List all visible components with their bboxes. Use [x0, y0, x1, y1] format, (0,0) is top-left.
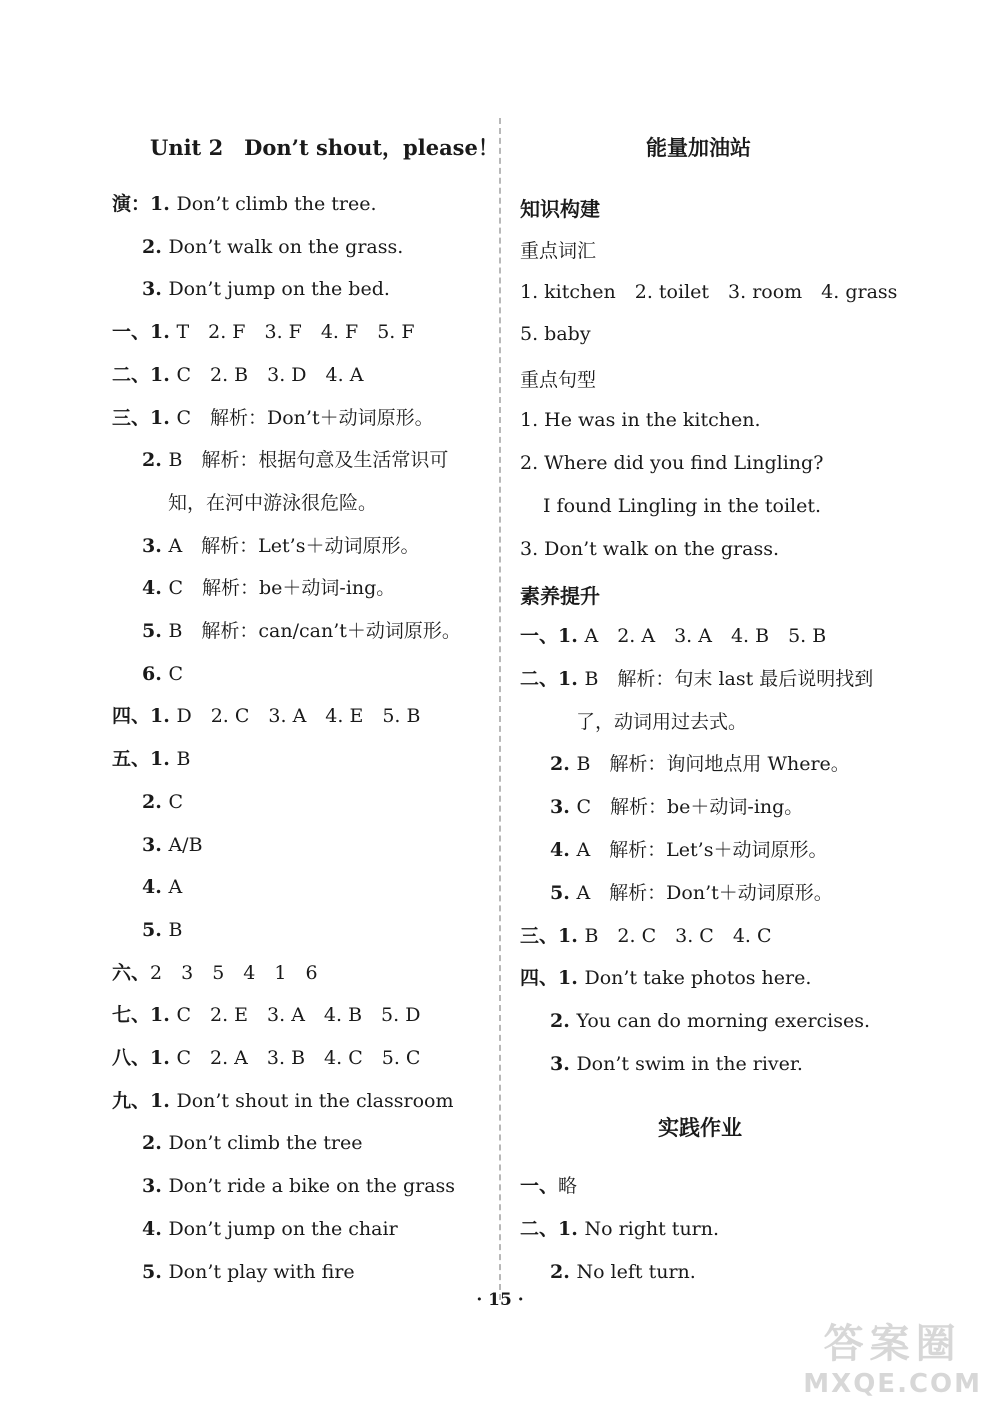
answer-line	[142, 833, 203, 857]
question-number: 1.	[150, 705, 177, 728]
watermark-url: MXQE.COM	[803, 1369, 982, 1399]
question-number: 4.	[142, 1217, 169, 1240]
question-group-prefix: 二、	[520, 667, 559, 690]
question-group-prefix: 一、	[112, 321, 151, 344]
question-group-prefix: 一、	[520, 1175, 559, 1197]
answer-text: Don’t jump on the bed.	[168, 278, 390, 301]
answer-text: B	[176, 748, 191, 771]
answer-line	[142, 790, 183, 814]
answer-text: Don’t climb the tree	[168, 1132, 363, 1155]
question-group-prefix: 五、	[112, 748, 151, 771]
watermark-logo: 答案圈	[823, 1321, 962, 1367]
answer-text: Don’t ride a bike on the grass	[168, 1175, 456, 1198]
answer-line	[112, 1046, 420, 1070]
answer-text: C 2. B 3. D 4. A	[176, 363, 364, 386]
question-number: 1.	[150, 748, 177, 771]
question-number: 4.	[142, 876, 169, 899]
heading-improvement: 素养提升	[520, 584, 600, 608]
answer-text: A 解析：Let’s＋动词原形。	[576, 839, 828, 861]
heading-knowledge: 知识构建	[520, 197, 600, 221]
question-number: 3.	[550, 1053, 577, 1075]
page-number: · 15 ·	[476, 1290, 524, 1310]
answer-line	[142, 235, 403, 259]
answer-line	[112, 1003, 420, 1027]
question-number: 1.	[150, 1004, 177, 1027]
answer-text: B 2. C 3. C 4. C	[584, 924, 772, 947]
question-number: 1.	[150, 406, 177, 429]
answer-line	[142, 1260, 355, 1284]
answer-line	[142, 1217, 398, 1241]
question-number: 2.	[142, 235, 169, 258]
question-number: 2.	[142, 449, 169, 472]
answer-text: B 解析：句末 last 最后说明找到	[584, 667, 874, 690]
answer-text: 2 3 5 4 1 6	[150, 961, 318, 984]
section-title-energy: 能量加油站	[646, 136, 751, 160]
question-number: 1.	[558, 667, 585, 690]
question-number: 4.	[142, 577, 169, 600]
question-group-prefix: 二、	[520, 1218, 559, 1240]
answer-line	[550, 881, 833, 905]
answer-text: C 2. A 3. B 4. C 5. C	[176, 1047, 421, 1069]
answer-text: No right turn.	[584, 1218, 720, 1240]
sentence-1: 1. He was in the kitchen.	[520, 409, 761, 431]
answer-text: C	[168, 662, 183, 685]
answer-text: 了，动词用过去式。	[576, 710, 748, 733]
question-number: 1.	[558, 924, 585, 947]
answer-line	[142, 277, 390, 301]
question-group-prefix: 二、	[112, 363, 151, 386]
answer-text: A 解析：Let’s＋动词原形。	[168, 534, 420, 557]
answer-line	[112, 320, 415, 344]
answer-text: C 解析：Don’t＋动词原形。	[176, 406, 434, 429]
answer-line	[112, 406, 434, 430]
answer-text: B 解析：can/can’t＋动词原形。	[168, 620, 461, 642]
answer-text: 知，在河中游泳很危险。	[168, 491, 378, 514]
question-number: 1.	[150, 193, 177, 215]
answer-line	[520, 667, 873, 691]
answer-line	[520, 924, 772, 948]
answer-line	[520, 1174, 577, 1198]
answer-text: Don’t climb the tree.	[176, 193, 377, 215]
answer-line	[520, 624, 826, 648]
answer-line	[550, 795, 803, 819]
question-number: 3.	[142, 534, 169, 557]
question-group-prefix: 七、	[112, 1004, 151, 1027]
question-number: 1.	[150, 321, 177, 344]
answer-text: A	[168, 876, 183, 899]
answer-text: C 2. E 3. A 4. B 5. D	[176, 1004, 421, 1027]
answer-text: A 解析：Don’t＋动词原形。	[576, 881, 833, 904]
question-group-prefix: 六、	[112, 961, 151, 984]
answer-text: B 解析：根据句意及生活常识可	[168, 449, 449, 472]
question-group-prefix: 演：	[112, 193, 151, 215]
answer-text: You can do morning exercises.	[576, 1010, 871, 1033]
answer-text: B	[168, 918, 183, 941]
question-number: 1.	[150, 1089, 177, 1112]
answer-line	[550, 1009, 870, 1033]
answer-text: Don’t play with fire	[168, 1260, 355, 1283]
question-number: 3.	[142, 278, 169, 301]
heading-key-vocab: 重点词汇	[520, 240, 597, 262]
answer-text: Don’t swim in the river.	[576, 1053, 803, 1075]
answer-text: A 2. A 3. A 4. B 5. B	[584, 625, 827, 647]
vocab-line-2: 5. baby	[520, 323, 591, 345]
question-number: 3.	[550, 796, 577, 819]
question-number: 1.	[558, 1218, 585, 1240]
question-group-prefix: 四、	[520, 967, 559, 990]
question-number: 5.	[142, 1260, 169, 1283]
question-group-prefix: 三、	[112, 406, 151, 429]
question-number: 5.	[142, 620, 169, 642]
answer-line	[550, 1260, 696, 1284]
answer-line	[520, 966, 811, 990]
answer-text: C 解析：be＋动词-ing。	[576, 796, 804, 819]
question-number: 2.	[142, 1132, 169, 1155]
answer-line	[112, 747, 190, 771]
answer-line	[112, 363, 363, 387]
answer-line	[550, 1052, 803, 1076]
answer-line	[142, 448, 448, 472]
question-group-prefix: 八、	[112, 1047, 151, 1069]
question-number: 1.	[558, 967, 585, 990]
question-number: 1.	[558, 625, 585, 647]
answer-text: A/B	[168, 833, 203, 856]
answer-text: Don’t walk on the grass.	[168, 235, 404, 258]
question-group-prefix: 四、	[112, 705, 151, 728]
answer-line	[142, 875, 182, 899]
answer-line	[142, 534, 419, 558]
answer-line	[142, 918, 182, 942]
question-number: 2.	[550, 1010, 577, 1033]
answer-line	[142, 576, 395, 600]
question-number: 4.	[550, 839, 577, 861]
answer-text: C 解析：be＋动词-ing。	[168, 577, 396, 600]
answer-text: Don’t shout in the classroom	[176, 1089, 454, 1112]
question-number: 5.	[142, 918, 169, 941]
answer-text: Don’t take photos here.	[584, 967, 812, 990]
section-title-practice: 实践作业	[658, 1116, 742, 1140]
question-number: 1.	[150, 1047, 177, 1069]
answer-line	[142, 662, 183, 686]
answer-line	[112, 1089, 453, 1113]
column-divider	[499, 118, 501, 1300]
answer-text: 略	[558, 1175, 578, 1197]
answer-line	[168, 491, 377, 515]
sentence-3: 3. Don’t walk on the grass.	[520, 538, 779, 560]
sentence-2b: I found Lingling in the toilet.	[543, 495, 822, 517]
answer-line	[112, 704, 420, 728]
question-group-prefix: 三、	[520, 924, 559, 947]
question-number: 6.	[142, 662, 169, 685]
question-number: 3.	[142, 833, 169, 856]
question-number: 1.	[150, 363, 177, 386]
question-number: 2.	[550, 1261, 577, 1283]
answer-line	[576, 710, 747, 734]
answer-line	[520, 1217, 719, 1241]
answer-text: D 2. C 3. A 4. E 5. B	[176, 705, 421, 728]
answer-line	[550, 838, 827, 862]
answer-line	[142, 1174, 455, 1198]
question-number: 2.	[142, 790, 169, 813]
answer-line	[112, 192, 377, 216]
answer-text: B 解析：询问地点用 Where。	[576, 753, 850, 776]
watermark	[803, 1312, 982, 1399]
answer-line	[112, 961, 318, 985]
vocab-line-1: 1. kitchen 2. toilet 3. room 4. grass	[520, 281, 898, 303]
question-number: 3.	[142, 1175, 169, 1198]
answer-line	[550, 752, 850, 776]
answer-line	[142, 619, 461, 643]
question-group-prefix: 一、	[520, 625, 559, 647]
sentence-2: 2. Where did you find Lingling?	[520, 452, 824, 474]
answer-text: No left turn.	[576, 1261, 696, 1283]
answer-line	[142, 1131, 362, 1155]
question-number: 5.	[550, 881, 577, 904]
unit-title: Unit 2 Don’t shout，please！	[150, 135, 499, 160]
question-number: 2.	[550, 753, 577, 776]
heading-key-sentences: 重点句型	[520, 369, 597, 391]
answer-text: C	[168, 790, 183, 813]
answer-text: T 2. F 3. F 4. F 5. F	[176, 321, 415, 344]
question-group-prefix: 九、	[112, 1089, 151, 1112]
answer-text: Don’t jump on the chair	[168, 1217, 398, 1240]
